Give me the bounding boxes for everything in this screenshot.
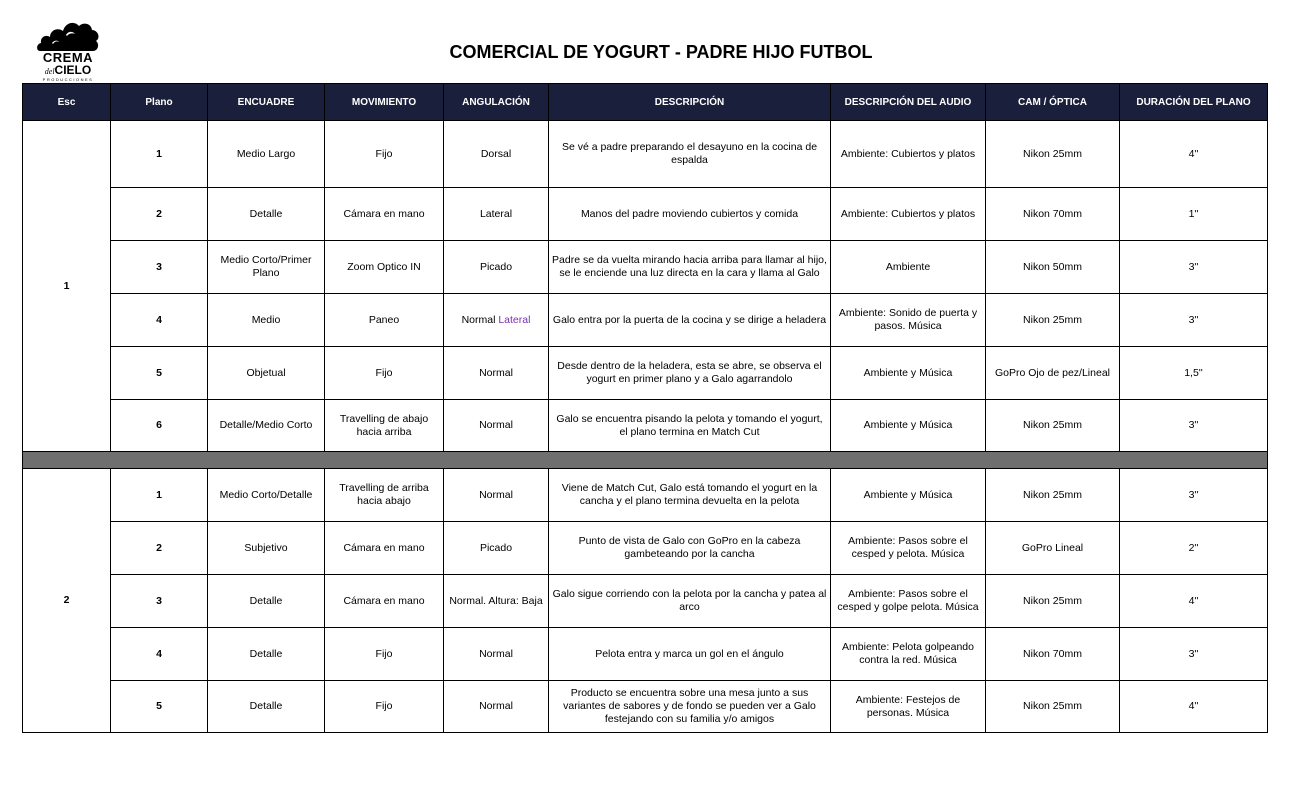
header-angulacion: ANGULACIÓN	[444, 84, 549, 121]
angulacion-lateral: Lateral	[498, 313, 531, 326]
movimiento-cell: Travelling de arriba hacia abajo	[325, 469, 444, 522]
angulacion-cell: Dorsal	[444, 121, 549, 188]
movimiento-cell: Cámara en mano	[325, 188, 444, 241]
angulacion-cell: Normal	[444, 681, 549, 733]
cam-cell: Nikon 70mm	[986, 188, 1120, 241]
duracion-cell: 4''	[1120, 575, 1268, 628]
angulacion-cell: Normal	[444, 347, 549, 400]
encuadre-cell: Objetual	[208, 347, 325, 400]
cloud-logo-icon	[36, 18, 100, 52]
table-row	[23, 522, 1268, 575]
descripcion-cell: Galo entra por la puerta de la cocina y se dirige a heladera	[549, 294, 831, 347]
audio-cell: Ambiente y Música	[831, 400, 986, 452]
descripcion-cell: Pelota entra y marca un gol en el ángulo	[549, 628, 831, 681]
plano-cell: 1	[111, 469, 208, 522]
header-row	[23, 84, 1268, 121]
audio-cell: Ambiente: Pasos sobre el cesped y pelota. Música	[831, 522, 986, 575]
encuadre-cell: Medio Corto/Detalle	[208, 469, 325, 522]
audio-cell: Ambiente: Cubiertos y platos	[831, 121, 986, 188]
encuadre-cell: Detalle	[208, 575, 325, 628]
header-plano: Plano	[111, 84, 208, 121]
header-movimiento: MOVIMIENTO	[325, 84, 444, 121]
descripcion-cell: Manos del padre moviendo cubiertos y comida	[549, 188, 831, 241]
audio-cell: Ambiente: Sonido de puerta y pasos. Música	[831, 294, 986, 347]
table-row	[23, 188, 1268, 241]
movimiento-cell: Travelling de abajo hacia arriba	[325, 400, 444, 452]
scene-separator	[23, 452, 1268, 469]
table-row	[23, 121, 1268, 188]
encuadre-cell: Detalle	[208, 188, 325, 241]
table-row	[23, 294, 1268, 347]
table-row	[23, 575, 1268, 628]
plano-cell: 4	[111, 628, 208, 681]
descripcion-cell: Se vé a padre preparando el desayuno en la cocina de espalda	[549, 121, 831, 188]
plano-cell: 5	[111, 347, 208, 400]
logo-word-del-cielo	[34, 64, 102, 78]
encuadre-cell: Detalle	[208, 681, 325, 733]
cam-cell: GoPro Ojo de pez/Lineal	[986, 347, 1120, 400]
encuadre-cell: Medio Largo	[208, 121, 325, 188]
descripcion-cell: Producto se encuentra sobre una mesa junto a sus variantes de sabores y de fondo se pueden ver a Galo festejando con su familia y/o amigos	[549, 681, 831, 733]
duracion-cell: 1,5''	[1120, 347, 1268, 400]
movimiento-cell: Paneo	[325, 294, 444, 347]
cam-cell: Nikon 25mm	[986, 469, 1120, 522]
table-row	[23, 400, 1268, 452]
table-row	[23, 628, 1268, 681]
duracion-cell: 3''	[1120, 400, 1268, 452]
plano-cell: 1	[111, 121, 208, 188]
plano-cell: 2	[111, 522, 208, 575]
plano-cell: 5	[111, 681, 208, 733]
cam-cell: Nikon 25mm	[986, 400, 1120, 452]
duracion-cell: 3''	[1120, 469, 1268, 522]
movimiento-cell: Zoom Optico IN	[325, 241, 444, 294]
encuadre-cell: Medio	[208, 294, 325, 347]
cam-cell: Nikon 25mm	[986, 575, 1120, 628]
table-row	[23, 241, 1268, 294]
cam-cell: Nikon 25mm	[986, 121, 1120, 188]
audio-cell: Ambiente y Música	[831, 469, 986, 522]
duracion-cell: 3''	[1120, 241, 1268, 294]
movimiento-cell: Cámara en mano	[325, 575, 444, 628]
descripcion-cell: Punto de vista de Galo con GoPro en la cabeza gambeteando por la cancha	[549, 522, 831, 575]
duracion-cell: 4''	[1120, 121, 1268, 188]
descripcion-cell: Padre se da vuelta mirando hacia arriba para llamar al hijo, se le enciende una luz directa en la cara y llama al Galo	[549, 241, 831, 294]
movimiento-cell: Fijo	[325, 121, 444, 188]
angulacion-cell: Normal. Altura: Baja	[444, 575, 549, 628]
angulacion-cell: Normal	[444, 628, 549, 681]
descripcion-cell: Galo sigue corriendo con la pelota por la cancha y patea al arco	[549, 575, 831, 628]
descripcion-cell: Viene de Match Cut, Galo está tomando el yogurt en la cancha y el plano termina devuelta en la pelota	[549, 469, 831, 522]
audio-cell: Ambiente y Música	[831, 347, 986, 400]
duracion-cell: 4''	[1120, 681, 1268, 733]
plano-cell: 4	[111, 294, 208, 347]
logo-word-producciones: PRODUCCIONES	[42, 77, 94, 82]
encuadre-cell: Detalle	[208, 628, 325, 681]
header-duracion: DURACIÓN DEL PLANO	[1120, 84, 1268, 121]
descripcion-cell: Desde dentro de la heladera, esta se abre, se observa el yogurt en primer plano y a Galo agarrandolo	[549, 347, 831, 400]
movimiento-cell: Cámara en mano	[325, 522, 444, 575]
plano-cell: 6	[111, 400, 208, 452]
header-cam-optica: CAM / ÓPTICA	[986, 84, 1120, 121]
movimiento-cell: Fijo	[325, 681, 444, 733]
scene-number: 1	[23, 121, 111, 452]
audio-cell: Ambiente: Festejos de personas. Música	[831, 681, 986, 733]
audio-cell: Ambiente: Pelota golpeando contra la red. Música	[831, 628, 986, 681]
header-esc: Esc	[23, 84, 111, 121]
table-row	[23, 347, 1268, 400]
logo-word-cielo: CIELO	[54, 63, 92, 77]
movimiento-cell: Fijo	[325, 347, 444, 400]
duracion-cell: 3''	[1120, 294, 1268, 347]
angulacion-cell: Normal	[444, 469, 549, 522]
duracion-cell: 2''	[1120, 522, 1268, 575]
encuadre-cell: Detalle/Medio Corto	[208, 400, 325, 452]
shot-list-table	[22, 83, 1268, 733]
table-row	[23, 681, 1268, 733]
cam-cell: Nikon 25mm	[986, 681, 1120, 733]
angulacion-cell: Normal	[444, 400, 549, 452]
logo-word-del: del	[44, 67, 55, 76]
angulacion-cell	[444, 294, 549, 347]
cam-cell: Nikon 70mm	[986, 628, 1120, 681]
encuadre-cell: Medio Corto/Primer Plano	[208, 241, 325, 294]
encuadre-cell: Subjetivo	[208, 522, 325, 575]
plano-cell: 3	[111, 241, 208, 294]
audio-cell: Ambiente	[831, 241, 986, 294]
duracion-cell: 1''	[1120, 188, 1268, 241]
cam-cell: Nikon 50mm	[986, 241, 1120, 294]
table-row	[23, 469, 1268, 522]
angulacion-normal: Normal	[461, 313, 496, 326]
angulacion-cell: Picado	[444, 522, 549, 575]
cam-cell: GoPro Lineal	[986, 522, 1120, 575]
plano-cell: 2	[111, 188, 208, 241]
descripcion-cell: Galo se encuentra pisando la pelota y tomando el yogurt, el plano termina en Match Cut	[549, 400, 831, 452]
plano-cell: 3	[111, 575, 208, 628]
audio-cell: Ambiente: Cubiertos y platos	[831, 188, 986, 241]
cam-cell: Nikon 25mm	[986, 294, 1120, 347]
scene-separator-row	[23, 452, 1268, 469]
logo-word-crema: CREMA	[42, 50, 94, 65]
angulacion-cell: Lateral	[444, 188, 549, 241]
duracion-cell: 3''	[1120, 628, 1268, 681]
header-encuadre: ENCUADRE	[208, 84, 325, 121]
movimiento-cell: Fijo	[325, 628, 444, 681]
angulacion-cell: Picado	[444, 241, 549, 294]
header-audio: DESCRIPCIÓN DEL AUDIO	[831, 84, 986, 121]
audio-cell: Ambiente: Pasos sobre el cesped y golpe pelota. Música	[831, 575, 986, 628]
scene-number: 2	[23, 469, 111, 733]
crema-del-cielo-logo	[34, 18, 102, 82]
header-descripcion: DESCRIPCIÓN	[549, 84, 831, 121]
page-title: COMERCIAL DE YOGURT - PADRE HIJO FUTBOL	[449, 42, 873, 62]
